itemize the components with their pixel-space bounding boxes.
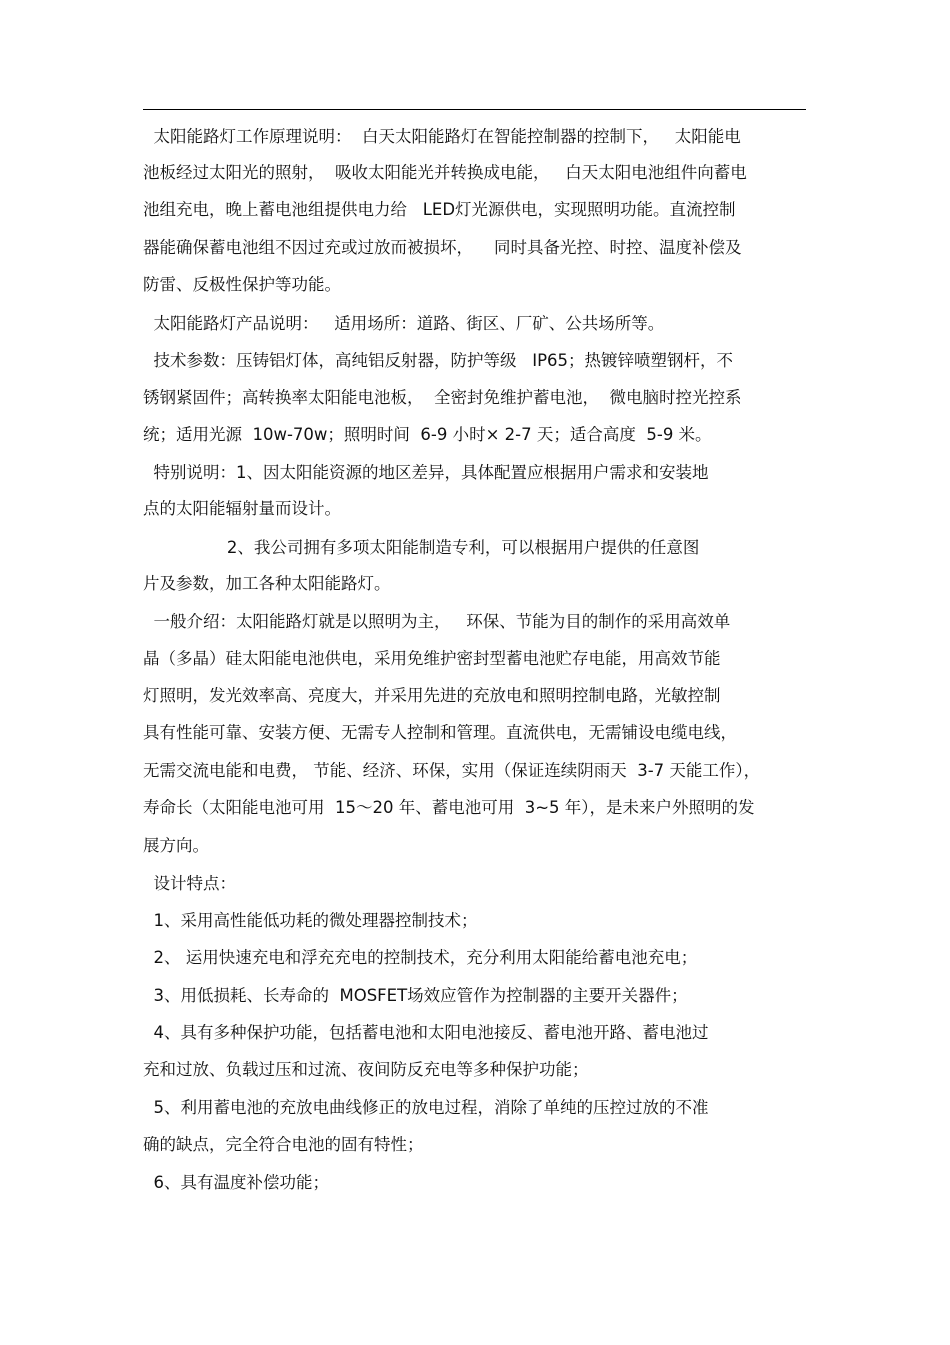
text-line: 池组充电，晚上蓄电池组提供电力给 LED灯光源供电，实现照明功能。直流控制 — [143, 200, 736, 219]
text-line: 一般介绍：太阳能路灯就是以照明为主， 环保、节能为目的制作的采用高效单 — [143, 612, 731, 631]
text-line: 设计特点： — [143, 874, 236, 893]
text-line: 充和过放、负载过压和过流、夜间防反充电等多种保护功能； — [143, 1060, 589, 1079]
text-line: 晶（多晶）硅太阳能电池供电，采用免维护密封型蓄电池贮存电能，用高效节能 — [143, 649, 721, 668]
text-line: 灯照明，发光效率高、亮度大，并采用先进的充放电和照明控制电路，光敏控制 — [143, 686, 721, 705]
text-line: 片及参数，加工各种太阳能路灯。 — [143, 574, 391, 593]
text-line: 太阳能路灯产品说明： 适用场所：道路、街区、厂矿、公共场所等。 — [143, 314, 665, 333]
text-line: 2、我公司拥有多项太阳能制造专利，可以根据用户提供的任意图 — [143, 538, 700, 557]
text-line: 4、具有多种保护功能，包括蓄电池和太阳电池接反、蓄电池开路、蓄电池过 — [143, 1023, 709, 1042]
text-line: 技术参数：压铸铝灯体，高纯铝反射器，防护等级 IP65；热镀锌喷塑钢杆，不 — [143, 351, 734, 370]
text-line: 锈钢紧固件；高转换率太阳能电池板， 全密封免维护蓄电池， 微电脑时控光控系 — [143, 388, 742, 407]
text-line: 特别说明：1、因太阳能资源的地区差异，具体配置应根据用户需求和安装地 — [143, 463, 709, 482]
text-line: 1、采用高性能低功耗的微处理器控制技术； — [143, 911, 478, 930]
header-rule — [143, 109, 806, 110]
text-line: 确的缺点，完全符合电池的固有特性； — [143, 1135, 424, 1154]
text-line: 池板经过太阳光的照射， 吸收太阳能光并转换成电能， 白天太阳电池组件向蓄电 — [143, 163, 747, 182]
text-line: 3、用低损耗、长寿命的 MOSFET场效应管作为控制器的主要开关器件； — [143, 986, 688, 1005]
text-line: 太阳能路灯工作原理说明： 白天太阳能路灯在智能控制器的控制下， 太阳能电 — [143, 127, 741, 146]
text-line: 器能确保蓄电池组不因过充或过放而被损坏， 同时具备光控、时控、温度补偿及 — [143, 238, 742, 257]
text-line: 具有性能可靠、安装方便、无需专人控制和管理。直流供电，无需铺设电缆电线， — [143, 723, 737, 742]
text-line: 点的太阳能辐射量而设计。 — [143, 499, 341, 518]
text-line: 5、利用蓄电池的充放电曲线修正的放电过程，消除了单纯的压控过放的不准 — [143, 1098, 709, 1117]
text-line: 展方向。 — [143, 836, 209, 855]
text-line: 防雷、反极性保护等功能。 — [143, 275, 341, 294]
text-line: 2、 运用快速充电和浮充充电的控制技术，充分利用太阳能给蓄电池充电； — [143, 948, 698, 967]
text-line: 寿命长（太阳能电池可用 15～20 年、蓄电池可用 3~5 年），是未来户外照明的发 — [143, 798, 755, 817]
text-line: 6、具有温度补偿功能； — [143, 1173, 329, 1192]
text-line: 统；适用光源 10w-70w；照明时间 6-9 小时× 2-7 天；适合高度 5-9 米。 — [143, 425, 712, 444]
text-line: 无需交流电能和电费， 节能、经济、环保，实用（保证连续阴雨天 3-7 天能工作）， — [143, 761, 761, 780]
